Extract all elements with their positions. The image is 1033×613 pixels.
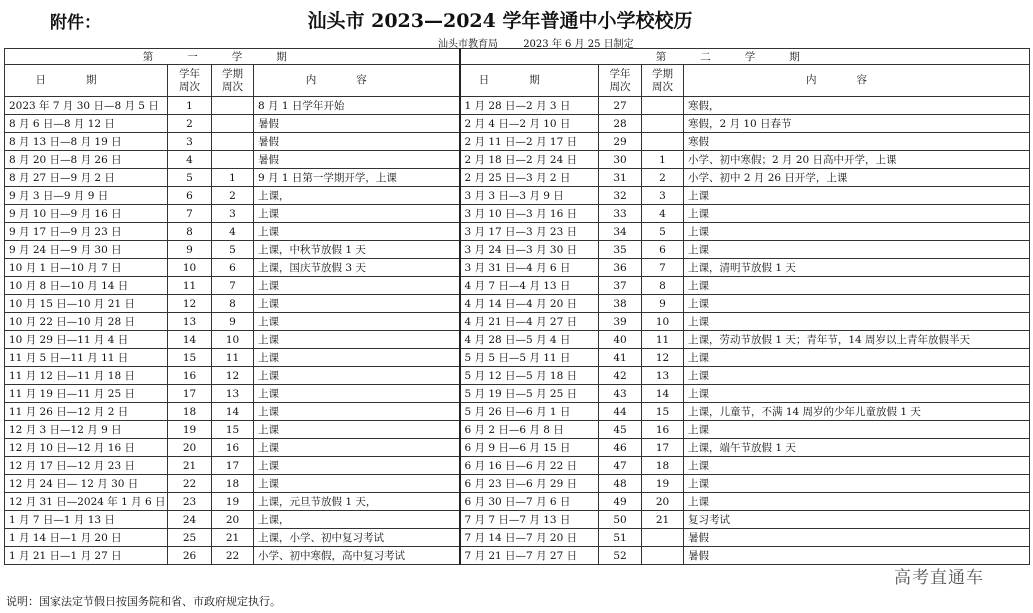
content-cell: 上课 [684,349,1030,367]
term-week-cell: 7 [212,277,254,295]
calendar-row [5,97,1030,115]
date-cell: 8 月 20 日—8 月 26 日 [5,151,168,169]
content-cell: 上课 [254,439,460,457]
content-cell: 上课，端午节放假 1 天 [684,439,1030,457]
school-week-cell: 22 [168,475,212,493]
term-week-cell: 15 [212,421,254,439]
content-cell: 暑假 [254,115,460,133]
school-week-cell: 30 [599,151,642,169]
page-title: 汕头市 2023—2024 学年普通中小学校校历 [307,10,693,32]
school-week-cell: 10 [168,259,212,277]
date-cell: 10 月 15 日—10 月 21 日 [5,295,168,313]
term-week-cell: 9 [212,313,254,331]
date-cell: 5 月 19 日—5 月 25 日 [460,385,599,403]
term-week-cell: 1 [212,169,254,187]
school-week-cell: 49 [599,493,642,511]
content-cell: 上课 [684,205,1030,223]
school-week-cell: 37 [599,277,642,295]
date-cell: 11 月 26 日—12 月 2 日 [5,403,168,421]
school-week-cell: 6 [168,187,212,205]
date-cell: 12 月 24 日— 12 月 30 日 [5,475,168,493]
date-cell: 6 月 16 日—6 月 22 日 [460,457,599,475]
date-cell: 11 月 19 日—11 月 25 日 [5,385,168,403]
term-week-cell [642,133,684,151]
date-cell: 3 月 31 日—4 月 6 日 [460,259,599,277]
date-cell: 1 月 21 日—1 月 27 日 [5,547,168,565]
content-cell: 上课 [684,241,1030,259]
date-cell: 1 月 7 日—1 月 13 日 [5,511,168,529]
content-cell: 上课 [254,223,460,241]
school-week-cell: 46 [599,439,642,457]
school-week-cell: 29 [599,133,642,151]
school-calendar-table [4,48,1030,565]
content-cell: 上课，元旦节放假 1 天， [254,493,460,511]
date-cell: 5 月 5 日—5 月 11 日 [460,349,599,367]
content-cell: 上课 [684,367,1030,385]
content-cell: 上课 [254,421,460,439]
date-cell: 2 月 4 日—2 月 10 日 [460,115,599,133]
calendar-row [5,169,1030,187]
school-week-cell: 12 [168,295,212,313]
term-week-cell: 13 [642,367,684,385]
term-week-cell [642,115,684,133]
school-week-cell: 38 [599,295,642,313]
date-cell: 6 月 30 日—7 月 6 日 [460,493,599,511]
date-header: 日期 [460,65,599,97]
school-week-cell: 18 [168,403,212,421]
date-cell: 8 月 13 日—8 月 19 日 [5,133,168,151]
school-week-cell: 7 [168,205,212,223]
term-week-cell [212,115,254,133]
term-week-cell: 20 [642,493,684,511]
school-week-cell: 20 [168,439,212,457]
content-cell: 上课 [684,313,1030,331]
content-header: 内容 [684,65,1030,97]
content-cell: 上课，小学、初中复习考试 [254,529,460,547]
school-week-cell: 14 [168,331,212,349]
term-week-cell: 21 [642,511,684,529]
date-cell: 7 月 7 日—7 月 13 日 [460,511,599,529]
calendar-row [5,511,1030,529]
term-week-cell: 3 [642,187,684,205]
school-week-cell: 25 [168,529,212,547]
content-cell: 上课 [684,277,1030,295]
semester1-header: 第一学期 [5,49,460,65]
term-week-cell: 5 [212,241,254,259]
school-week-cell: 11 [168,277,212,295]
content-cell: 上课，国庆节放假 3 天 [254,259,460,277]
term-week-cell [212,97,254,115]
date-cell: 11 月 12 日—11 月 18 日 [5,367,168,385]
date-cell: 9 月 17 日—9 月 23 日 [5,223,168,241]
term-week-cell: 19 [212,493,254,511]
calendar-row [5,403,1030,421]
term-week-cell: 14 [642,385,684,403]
term-week-cell [212,133,254,151]
school-week-cell: 44 [599,403,642,421]
content-cell: 上课 [254,367,460,385]
semester2-header: 第二学期 [460,49,1030,65]
school-week-cell: 39 [599,313,642,331]
content-header: 内容 [254,65,460,97]
calendar-row [5,421,1030,439]
date-cell: 5 月 26 日—6 月 1 日 [460,403,599,421]
content-cell: 上课 [684,295,1030,313]
issuer: 汕头市教育局 [438,39,498,50]
content-cell: 复习考试 [684,511,1030,529]
date-cell: 8 月 6 日—8 月 12 日 [5,115,168,133]
term-week-cell: 12 [642,349,684,367]
content-cell: 上课 [254,349,460,367]
term-week-cell: 4 [212,223,254,241]
school-week-cell: 33 [599,205,642,223]
date-cell: 3 月 24 日—3 月 30 日 [460,241,599,259]
term-week-cell [642,529,684,547]
calendar-row [5,439,1030,457]
calendar-row [5,133,1030,151]
school-week-cell: 1 [168,97,212,115]
date-cell: 9 月 3 日—9 月 9 日 [5,187,168,205]
school-week-cell: 48 [599,475,642,493]
term-week-cell: 4 [642,205,684,223]
school-week-cell: 15 [168,349,212,367]
school-week-cell: 35 [599,241,642,259]
term-week-cell: 11 [642,331,684,349]
date-cell: 9 月 10 日—9 月 16 日 [5,205,168,223]
school-week-cell: 17 [168,385,212,403]
school-week-cell: 21 [168,457,212,475]
term-week-cell: 13 [212,385,254,403]
content-cell: 上课 [684,457,1030,475]
term-week-cell: 15 [642,403,684,421]
content-cell: 上课 [254,205,460,223]
term-week-cell: 3 [212,205,254,223]
school-week-cell: 9 [168,241,212,259]
calendar-row [5,331,1030,349]
school-week-cell: 13 [168,313,212,331]
date-cell: 7 月 14 日—7 月 20 日 [460,529,599,547]
school-week-cell: 16 [168,367,212,385]
date-cell: 10 月 22 日—10 月 28 日 [5,313,168,331]
date-cell: 11 月 5 日—11 月 11 日 [5,349,168,367]
content-cell: 上课 [254,385,460,403]
date-cell: 1 月 28 日—2 月 3 日 [460,97,599,115]
term-week-cell: 14 [212,403,254,421]
date-cell: 7 月 21 日—7 月 27 日 [460,547,599,565]
term-week-cell: 5 [642,223,684,241]
calendar-row [5,385,1030,403]
content-cell: 上课 [254,403,460,421]
date-cell: 3 月 17 日—3 月 23 日 [460,223,599,241]
date-cell: 6 月 2 日—6 月 8 日 [460,421,599,439]
attachment-label: 附件： [50,13,101,33]
term-week-cell: 11 [212,349,254,367]
term-week-cell: 6 [642,241,684,259]
content-cell: 暑假 [684,529,1030,547]
watermark: 高考直通车 [894,568,984,588]
content-cell: 上课 [684,475,1030,493]
school-week-header: 学年 周次 [599,65,642,97]
date-cell: 12 月 17 日—12 月 23 日 [5,457,168,475]
calendar-row [5,349,1030,367]
term-week-header: 学期 周次 [212,65,254,97]
school-week-cell: 5 [168,169,212,187]
content-cell: 上课， [254,187,460,205]
school-week-cell: 41 [599,349,642,367]
date-cell: 12 月 3 日—12 月 9 日 [5,421,168,439]
calendar-row [5,187,1030,205]
date-header: 日期 [5,65,168,97]
term-week-cell [642,97,684,115]
term-week-cell: 1 [642,151,684,169]
content-cell: 上课 [684,223,1030,241]
content-cell: 上课 [254,457,460,475]
content-cell: 8 月 1 日学年开始 [254,97,460,115]
column-header-row [5,65,1030,97]
school-week-cell: 47 [599,457,642,475]
content-cell: 上课，中秋节放假 1 天 [254,241,460,259]
content-cell: 寒假 [684,133,1030,151]
school-week-header: 学年 周次 [168,65,212,97]
calendar-row [5,457,1030,475]
calendar-row [5,241,1030,259]
date-cell: 4 月 7 日—4 月 13 日 [460,277,599,295]
term-week-cell: 19 [642,475,684,493]
term-week-cell: 7 [642,259,684,277]
school-week-cell: 8 [168,223,212,241]
term-week-cell: 8 [212,295,254,313]
school-week-cell: 34 [599,223,642,241]
issue-date: 2023 年 6 月 25 日制定 [523,39,634,50]
date-cell: 6 月 23 日—6 月 29 日 [460,475,599,493]
term-week-cell: 18 [642,457,684,475]
term-week-cell: 2 [212,187,254,205]
content-cell: 上课，劳动节放假 1 天；青年节，14 周岁以上青年放假半天 [684,331,1030,349]
date-cell: 4 月 28 日—5 月 4 日 [460,331,599,349]
term-week-cell: 16 [642,421,684,439]
school-week-cell: 28 [599,115,642,133]
term-week-cell: 12 [212,367,254,385]
content-cell: 9 月 1 日第一学期开学，上课 [254,169,460,187]
calendar-row [5,115,1030,133]
content-cell: 暑假 [684,547,1030,565]
date-cell: 4 月 14 日—4 月 20 日 [460,295,599,313]
term-week-cell: 16 [212,439,254,457]
content-cell: 小学、初中寒假；2 月 20 日高中开学，上课 [684,151,1030,169]
content-cell: 暑假 [254,133,460,151]
calendar-row [5,295,1030,313]
content-cell: 寒假， [684,97,1030,115]
school-week-cell: 43 [599,385,642,403]
content-cell: 上课 [254,277,460,295]
calendar-row [5,223,1030,241]
content-cell: 上课，清明节放假 1 天 [684,259,1030,277]
date-cell: 12 月 10 日—12 月 16 日 [5,439,168,457]
school-week-cell: 45 [599,421,642,439]
date-cell: 3 月 10 日—3 月 16 日 [460,205,599,223]
date-cell: 2 月 25 日—3 月 2 日 [460,169,599,187]
semester-header-row [5,49,1030,65]
term-week-cell: 21 [212,529,254,547]
term-week-cell: 22 [212,547,254,565]
calendar-row [5,547,1030,565]
content-cell: 上课 [684,187,1030,205]
date-cell: 2023 年 7 月 30 日—8 月 5 日 [5,97,168,115]
calendar-row [5,313,1030,331]
footnote: 说明：国家法定节假日按国务院和省、市政府规定执行。 [6,595,281,608]
content-cell: 小学、初中 2 月 26 日开学，上课 [684,169,1030,187]
term-week-cell: 18 [212,475,254,493]
calendar-row [5,277,1030,295]
term-week-cell: 20 [212,511,254,529]
content-cell: 寒假，2 月 10 日春节 [684,115,1030,133]
term-week-cell: 2 [642,169,684,187]
date-cell: 4 月 21 日—4 月 27 日 [460,313,599,331]
date-cell: 1 月 14 日—1 月 20 日 [5,529,168,547]
calendar-row [5,493,1030,511]
calendar-row [5,151,1030,169]
school-week-cell: 36 [599,259,642,277]
school-week-cell: 3 [168,133,212,151]
school-week-cell: 40 [599,331,642,349]
content-cell: 上课 [254,475,460,493]
content-cell: 小学、初中寒假，高中复习考试 [254,547,460,565]
content-cell: 上课 [254,313,460,331]
calendar-row [5,259,1030,277]
school-week-cell: 32 [599,187,642,205]
school-week-cell: 26 [168,547,212,565]
term-week-cell: 6 [212,259,254,277]
date-cell: 3 月 3 日—3 月 9 日 [460,187,599,205]
date-cell: 5 月 12 日—5 月 18 日 [460,367,599,385]
calendar-row [5,475,1030,493]
content-cell: 上课 [254,331,460,349]
school-week-cell: 19 [168,421,212,439]
date-cell: 10 月 8 日—10 月 14 日 [5,277,168,295]
date-cell: 10 月 29 日—11 月 4 日 [5,331,168,349]
term-week-header: 学期 周次 [642,65,684,97]
term-week-cell: 8 [642,277,684,295]
content-cell: 上课 [684,421,1030,439]
school-week-cell: 50 [599,511,642,529]
date-cell: 12 月 31 日—2024 年 1 月 6 日 [5,493,168,511]
school-week-cell: 52 [599,547,642,565]
date-cell: 9 月 24 日—9 月 30 日 [5,241,168,259]
school-week-cell: 23 [168,493,212,511]
term-week-cell: 9 [642,295,684,313]
date-cell: 2 月 11 日—2 月 17 日 [460,133,599,151]
term-week-cell: 17 [642,439,684,457]
school-week-cell: 24 [168,511,212,529]
date-cell: 8 月 27 日—9 月 2 日 [5,169,168,187]
term-week-cell: 10 [642,313,684,331]
school-week-cell: 4 [168,151,212,169]
term-week-cell [642,547,684,565]
content-cell: 上课 [684,493,1030,511]
term-week-cell: 10 [212,331,254,349]
calendar-row [5,529,1030,547]
school-week-cell: 31 [599,169,642,187]
content-cell: 上课 [254,295,460,313]
date-cell: 2 月 18 日—2 月 24 日 [460,151,599,169]
content-cell: 上课 [684,385,1030,403]
term-week-cell: 17 [212,457,254,475]
content-cell: 上课， [254,511,460,529]
content-cell: 上课，儿童节，不满 14 周岁的少年儿童放假 1 天 [684,403,1030,421]
content-cell: 暑假 [254,151,460,169]
term-week-cell [212,151,254,169]
school-week-cell: 2 [168,115,212,133]
date-cell: 6 月 9 日—6 月 15 日 [460,439,599,457]
calendar-row [5,367,1030,385]
school-week-cell: 27 [599,97,642,115]
calendar-row [5,205,1030,223]
school-week-cell: 51 [599,529,642,547]
school-week-cell: 42 [599,367,642,385]
date-cell: 10 月 1 日—10 月 7 日 [5,259,168,277]
